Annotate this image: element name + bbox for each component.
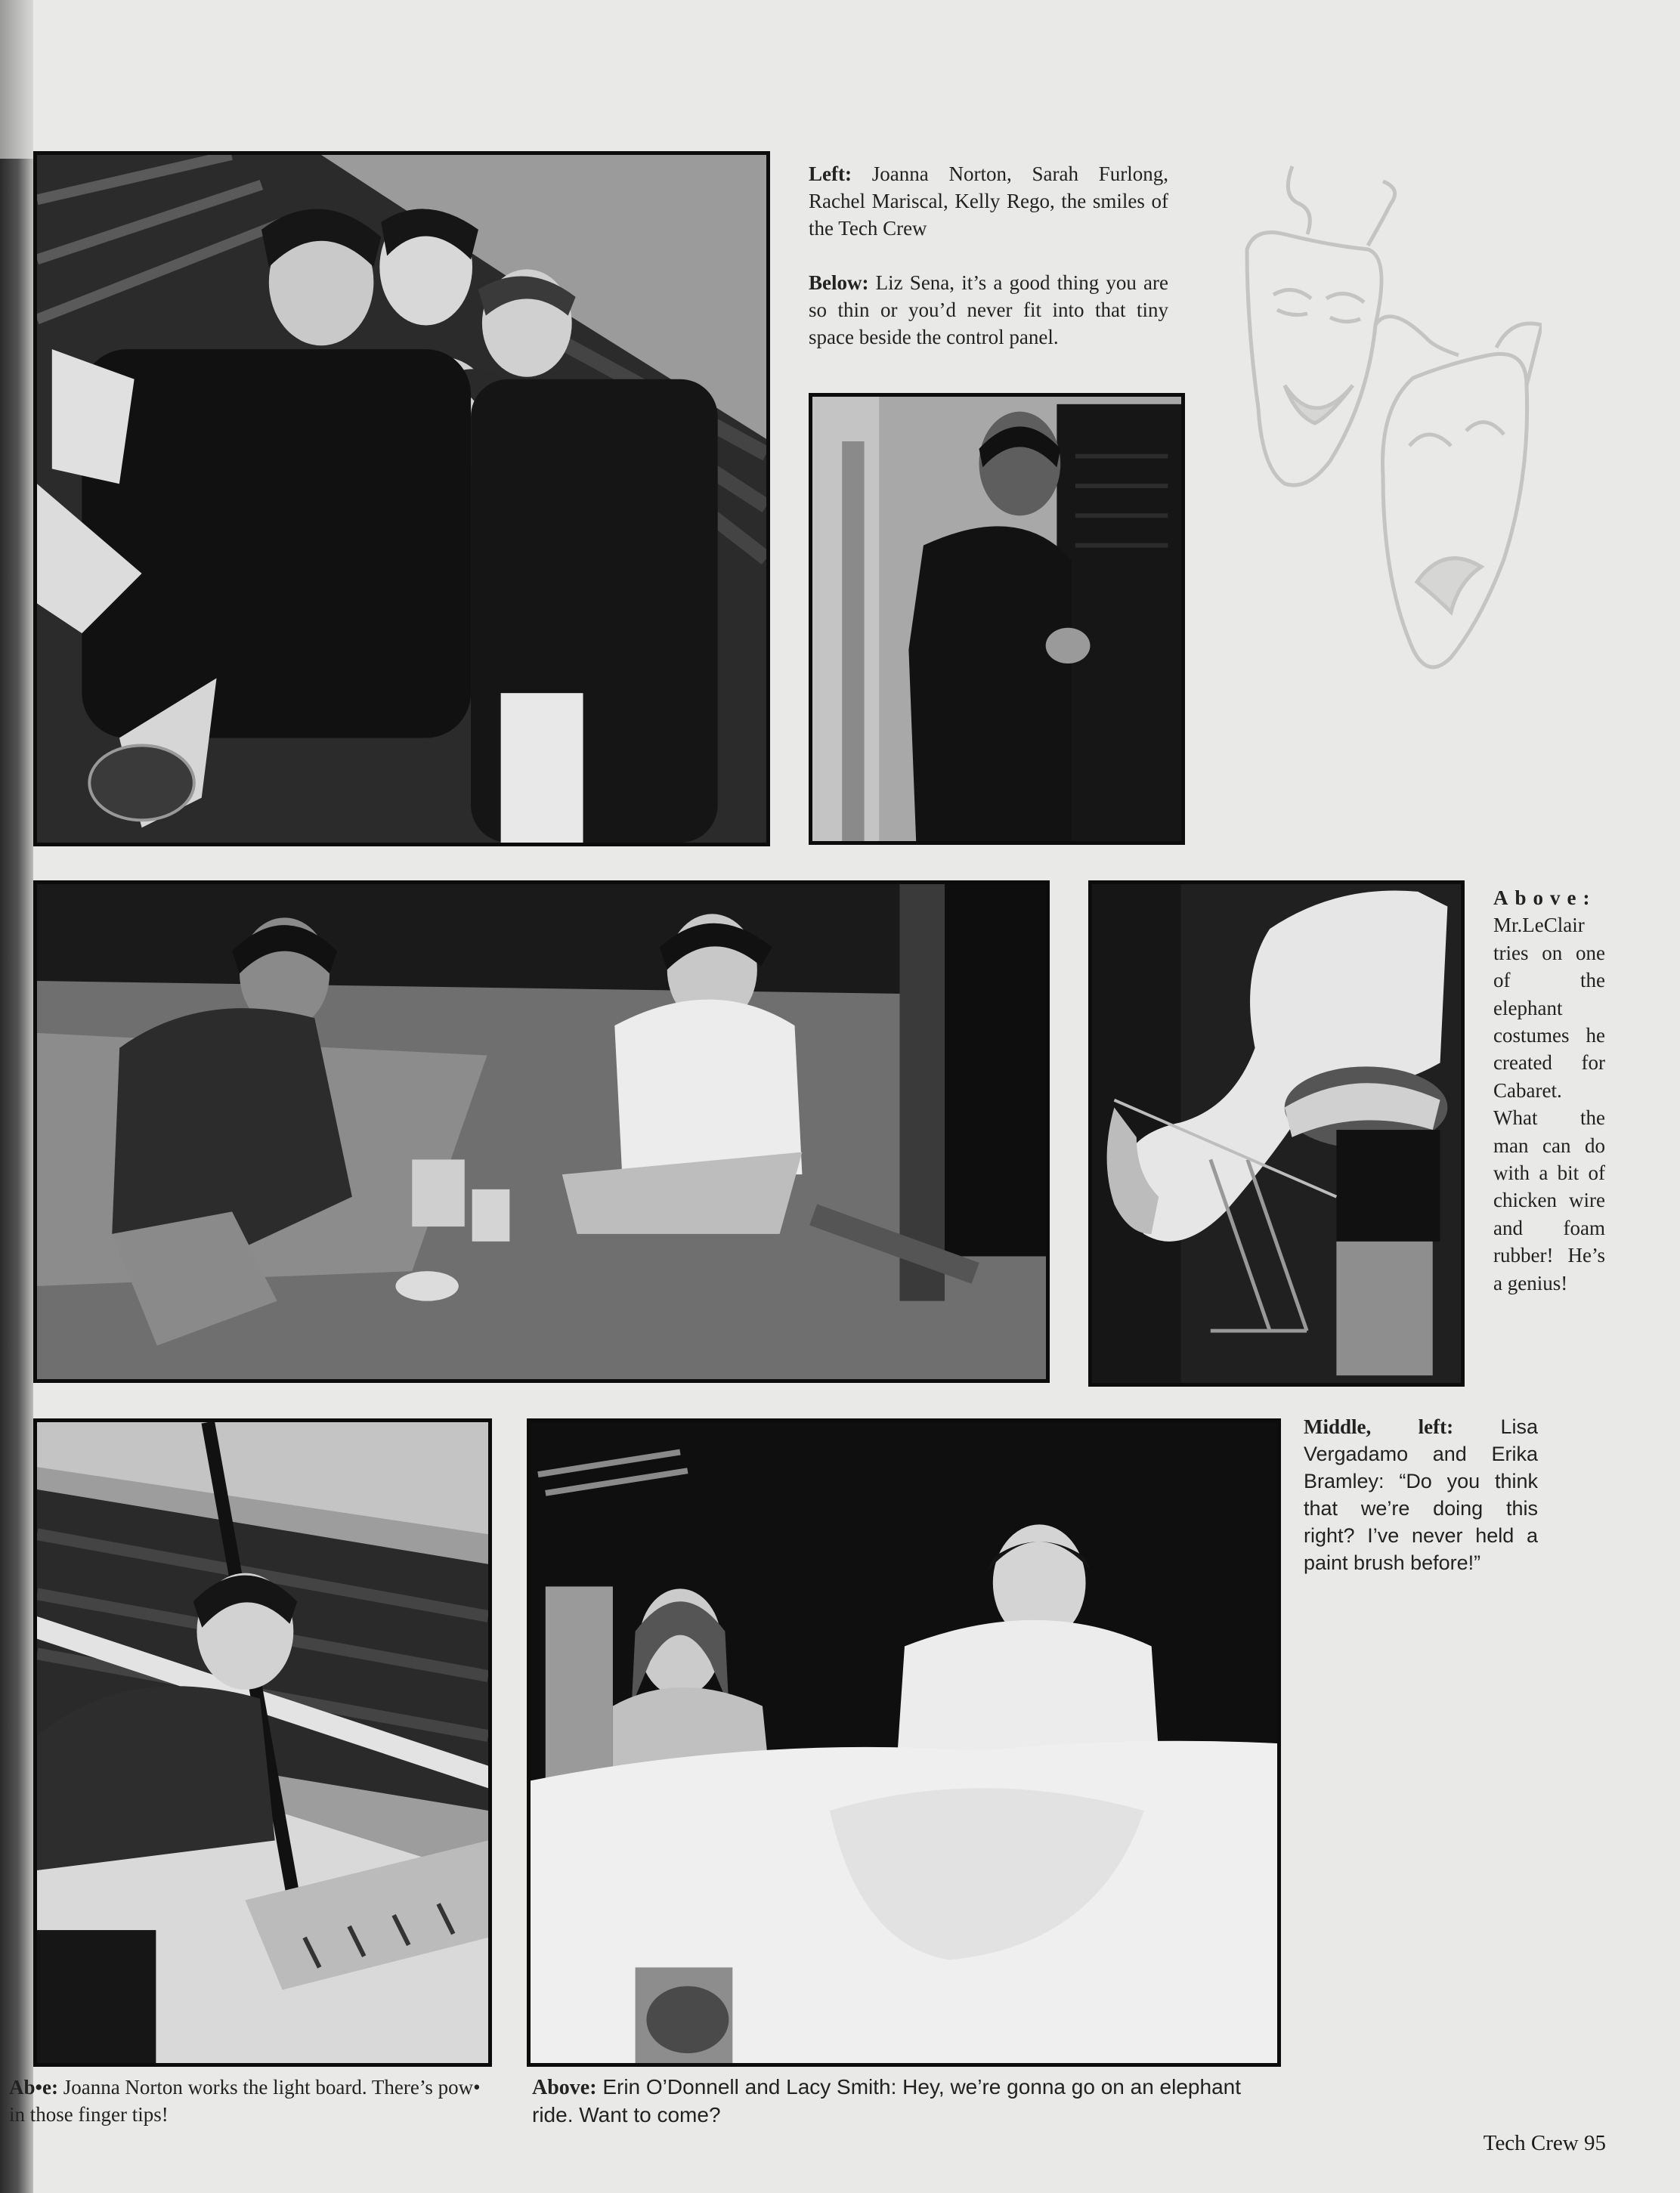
comedy-tragedy-masks-icon [1239,159,1542,816]
caption-bottom-center-label: Above: [532,2076,597,2099]
caption-above-right-text: Mr.LeClair tries on one of the elephant costumes he created for Cabaret. What the man can do with a bit of chicken wire and foam rubber! He’s a genius! [1493,914,1605,1294]
photo-liz-sena [809,393,1185,845]
photo-elephant-costume [1088,880,1465,1387]
caption-bottom-center-text: Erin O’Donnell and Lacy Smith: Hey, we’re gonna go on an elephant ride. Want to come? [532,2075,1241,2126]
caption-bottom-left [6,2074,493,2128]
caption-middle-left-text: Lisa Vergadamo and Erika Bramley: “Do you think that we’re doing this right? I’ve never held a paint brush before!” [1304,1415,1538,1574]
photo-light-board [33,1418,492,2067]
caption-above-right-label: Above: [1493,886,1597,909]
caption-bottom-left-text: Joanna Norton works the light board. There’s pow• in those finger tips! [9,2076,481,2126]
page-footer: Tech Crew 95 [1483,2131,1606,2155]
photo-painting-on-stage [33,880,1050,1383]
caption-left-text: Joanna Norton, Sarah Furlong, Rachel Mariscal, Kelly Rego, the smiles of the Tech Crew [809,162,1169,240]
caption-below [809,269,1168,351]
caption-above-right [1493,884,1605,1297]
caption-bottom-left-label: Ab•e: [9,2076,58,2099]
caption-left-label: Left: [809,162,852,185]
book-spine-top [0,0,33,159]
photo-tech-crew-smiles [33,151,770,846]
caption-below-label: Below: [809,271,869,294]
caption-middle-left-label: Middle, left: [1304,1415,1454,1438]
caption-below-text: Liz Sena, it’s a good thing you are so thin or you’d never fit into that tiny space beside the control panel. [809,271,1169,348]
caption-bottom-center [532,2074,1288,2129]
caption-middle-left [1304,1413,1538,1576]
caption-left [809,160,1168,242]
photo-elephant-ride [527,1418,1281,2067]
book-spine-shadow [0,0,33,2193]
